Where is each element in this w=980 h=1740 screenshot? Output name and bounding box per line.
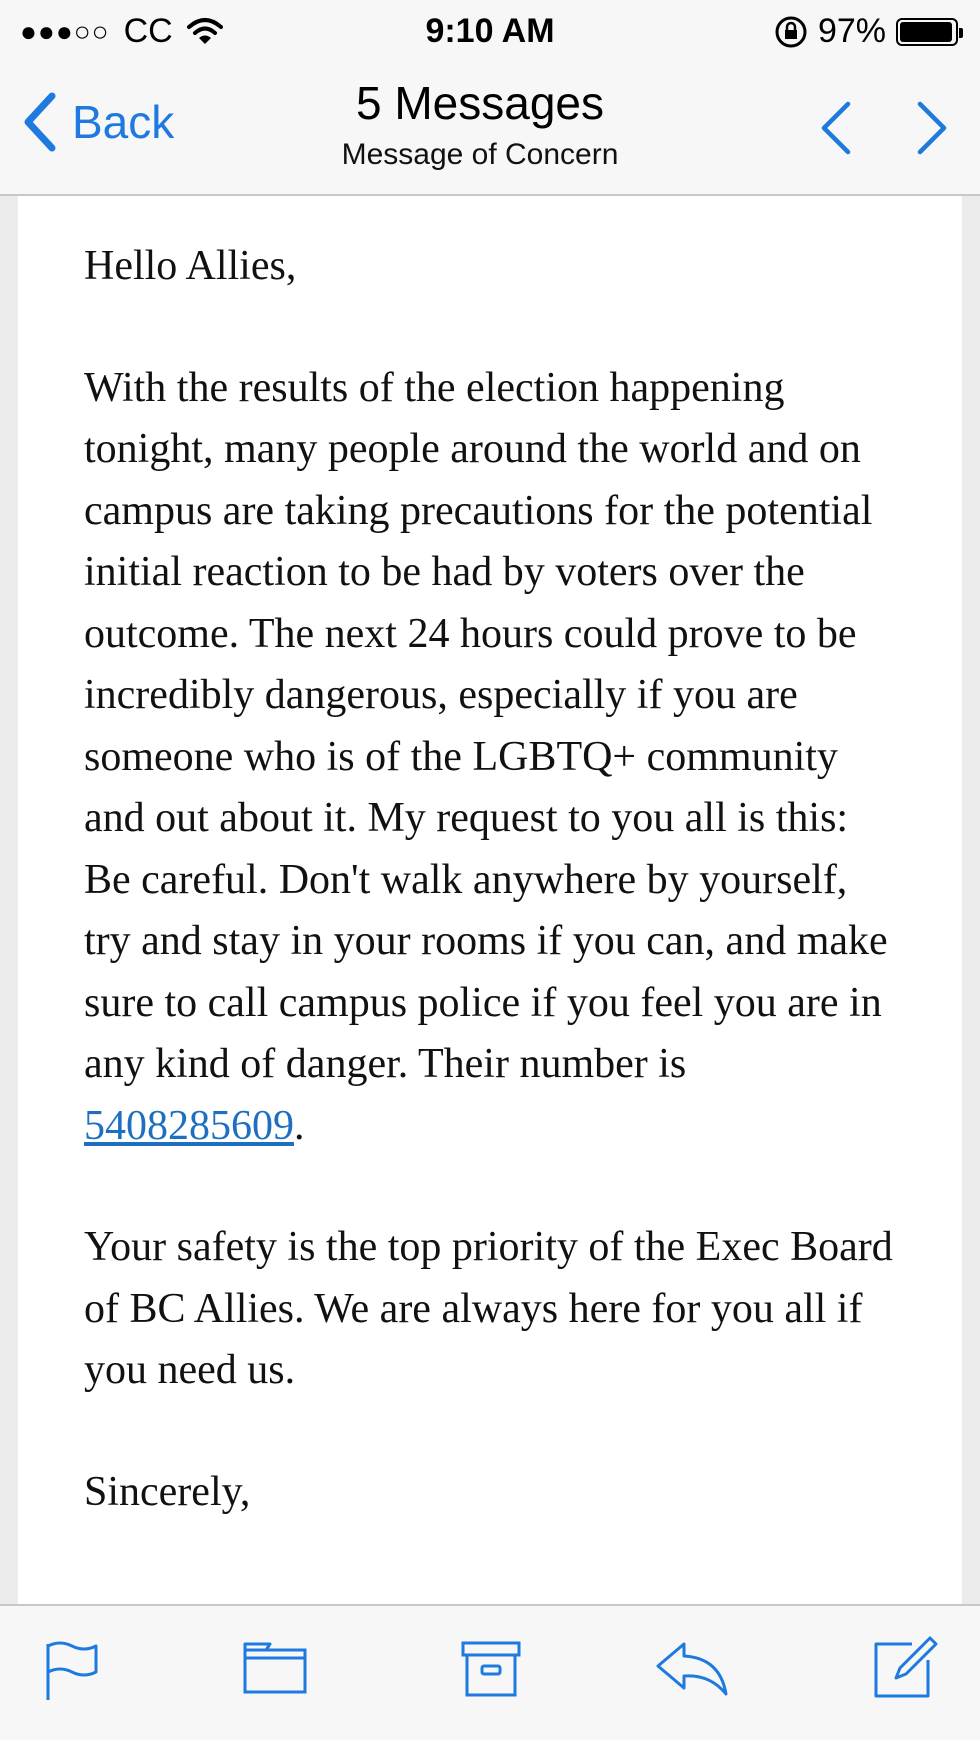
reply-icon[interactable]	[654, 1640, 730, 1698]
paragraph-1-text: With the results of the election happening tonight, many people around the world and on campus are taking precautions for the potential initial reaction to be had by voters over the outcome. The next 24 hours could prove to be incredibly dangerous, especially if you are someone who is of the LGBTQ+ community and out about it. My request to you all is this: Be careful. Don't walk anywhere by yourself, try and stay in your rooms if you can, and make sure to call campus police if you feel you are in any kind of danger. Their number is	[84, 364, 888, 1087]
signoff: Sincerely,	[84, 1468, 251, 1515]
status-right	[774, 12, 958, 51]
battery-percent: 97%	[817, 12, 886, 50]
message-body	[18, 196, 962, 1604]
battery-icon	[896, 18, 958, 46]
navigation-bar	[0, 64, 980, 196]
battery-fill	[900, 22, 952, 42]
message-navigation	[818, 98, 950, 158]
carrier-label: CC	[123, 12, 173, 50]
message-subject: Message of Concern	[341, 138, 619, 171]
message-count-title: 5 Messages	[355, 77, 604, 129]
nav-title	[0, 76, 960, 172]
status-bar	[0, 0, 980, 64]
message-scroll-area[interactable]	[0, 196, 980, 1604]
status-time: 9:10 AM	[425, 12, 555, 50]
rotation-lock-icon	[774, 15, 808, 49]
folder-icon[interactable]	[242, 1640, 308, 1696]
bottom-toolbar	[0, 1604, 980, 1740]
flag-icon[interactable]	[44, 1640, 100, 1702]
signal-strength-icon: ●●●○○	[20, 15, 110, 47]
compose-icon[interactable]	[872, 1634, 940, 1700]
back-label: Back	[72, 96, 175, 148]
paragraph-1-end: .	[294, 1102, 305, 1149]
chevron-down-icon[interactable]	[914, 98, 950, 158]
paragraph-1	[84, 358, 900, 1158]
paragraph-2: Your safety is the top priority of the Exec Board of BC Allies. We are always here for you all if you need us.	[84, 1224, 893, 1393]
archive-icon[interactable]	[460, 1640, 522, 1698]
chevron-up-icon[interactable]	[818, 98, 854, 158]
greeting: Hello Allies,	[84, 243, 297, 289]
phone-link[interactable]: 5408285609	[84, 1102, 294, 1149]
